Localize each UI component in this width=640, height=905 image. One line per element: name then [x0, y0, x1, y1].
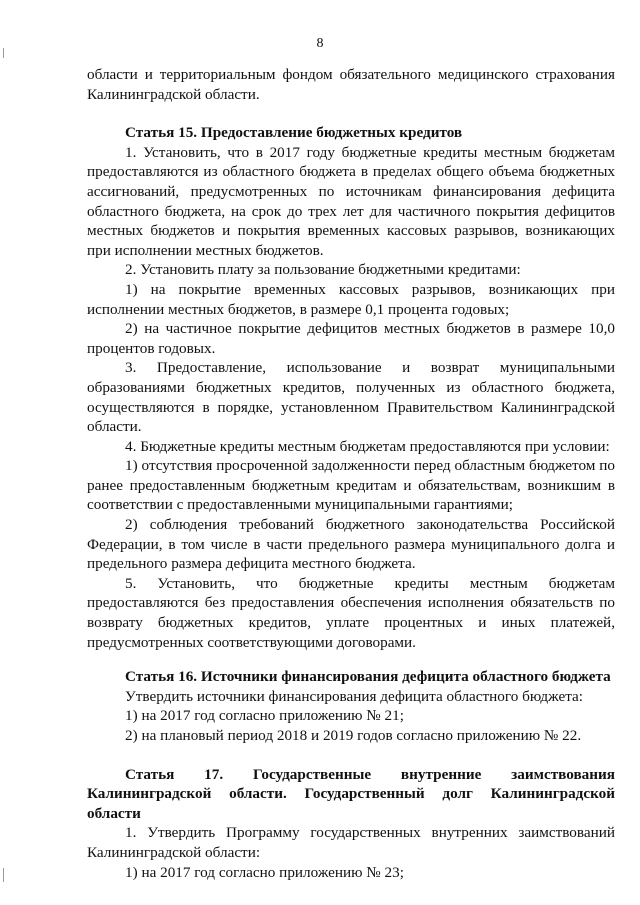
- scan-edge-mark: [3, 48, 4, 58]
- paragraph-article-16-intro: Утвердить источники финансирования дефицита областного бюджета:: [125, 687, 583, 705]
- paragraph-article-15-item-5: 5. Установить, что бюджетные кредиты местным бюджетам предоставляются без предоставления обеспечения исполнения обязательств по возврату бюджетных кредитов, уплате процентных и иных платежей, предусмотренных соответствующими договорами.: [87, 574, 615, 651]
- paragraph-article-17-subitem-1: 1) на 2017 год согласно приложению № 23;: [125, 863, 404, 881]
- paragraph-article-15-item-3: 3. Предоставление, использование и возврат муниципальными образованиями бюджетных кредитов, полученных из областного бюджета, осуществляются в порядке, установленном Правительством Калининградской области.: [87, 359, 615, 436]
- article-16-heading: Статья 16. Источники финансирования дефицита областного бюджета: [125, 668, 611, 686]
- paragraph-article-15-subitem-1: 1) на покрытие временных кассовых разрывов, возникающих при исполнении местных бюджетов, в размере 0,1 процента годовых;: [87, 280, 615, 318]
- paragraph-article-16-item-1: 1) на 2017 год согласно приложению № 21;: [125, 707, 404, 725]
- scan-edge-mark: [3, 868, 4, 882]
- paragraph-article-15-condition-2: 2) соблюдения требований бюджетного законодательства Российской Федерации, в том числе в части предельного размера муниципального долга и предельного размера дефицита местного бюджета.: [87, 516, 615, 573]
- paragraph-article-15-item-4: 4. Бюджетные кредиты местным бюджетам предоставляются при условии:: [125, 437, 610, 455]
- article-17-heading: Статья 17. Государственные внутренние заимствования Калининградской области. Государственный долг Калининградской области: [87, 765, 615, 822]
- continuation-paragraph: области и территориальным фондом обязательного медицинского страхования Калининградской области.: [87, 66, 615, 103]
- document-body: [87, 65, 615, 882]
- paragraph-article-15-item-2: 2. Установить плату за пользование бюджетными кредитами:: [125, 261, 521, 279]
- paragraph-article-15-item-1: 1. Установить, что в 2017 году бюджетные кредиты местным бюджетам предоставляются из областного бюджета в пределах общего объема бюджетных ассигнований, предусмотренных по источникам финансирования дефицита областного бюджета, на срок до трех лет для частичного покрытия дефицитов местных бюджетов и покрытия временных кассовых разрывов, возникающих при исполнении местных бюджетов.: [87, 143, 615, 259]
- paragraph-article-16-item-2: 2) на плановый период 2018 и 2019 годов согласно приложению № 22.: [125, 727, 582, 744]
- article-15-heading: Статья 15. Предоставление бюджетных кредитов: [125, 124, 463, 142]
- paragraph-article-15-subitem-2: 2) на частичное покрытие дефицитов местных бюджетов в размере 10,0 процентов годовых.: [87, 320, 615, 357]
- paragraph-article-17-item-1: 1. Утвердить Программу государственных внутренних заимствований Калининградской области:: [87, 824, 615, 861]
- paragraph-article-15-condition-1: 1) отсутствия просроченной задолженности перед областным бюджетом по ранее предоставленным бюджетным кредитам и обязательствам, возникшим в соответствии с предоставленными муниципальными гарантиями;: [87, 457, 615, 514]
- page-number: 8: [316, 36, 324, 51]
